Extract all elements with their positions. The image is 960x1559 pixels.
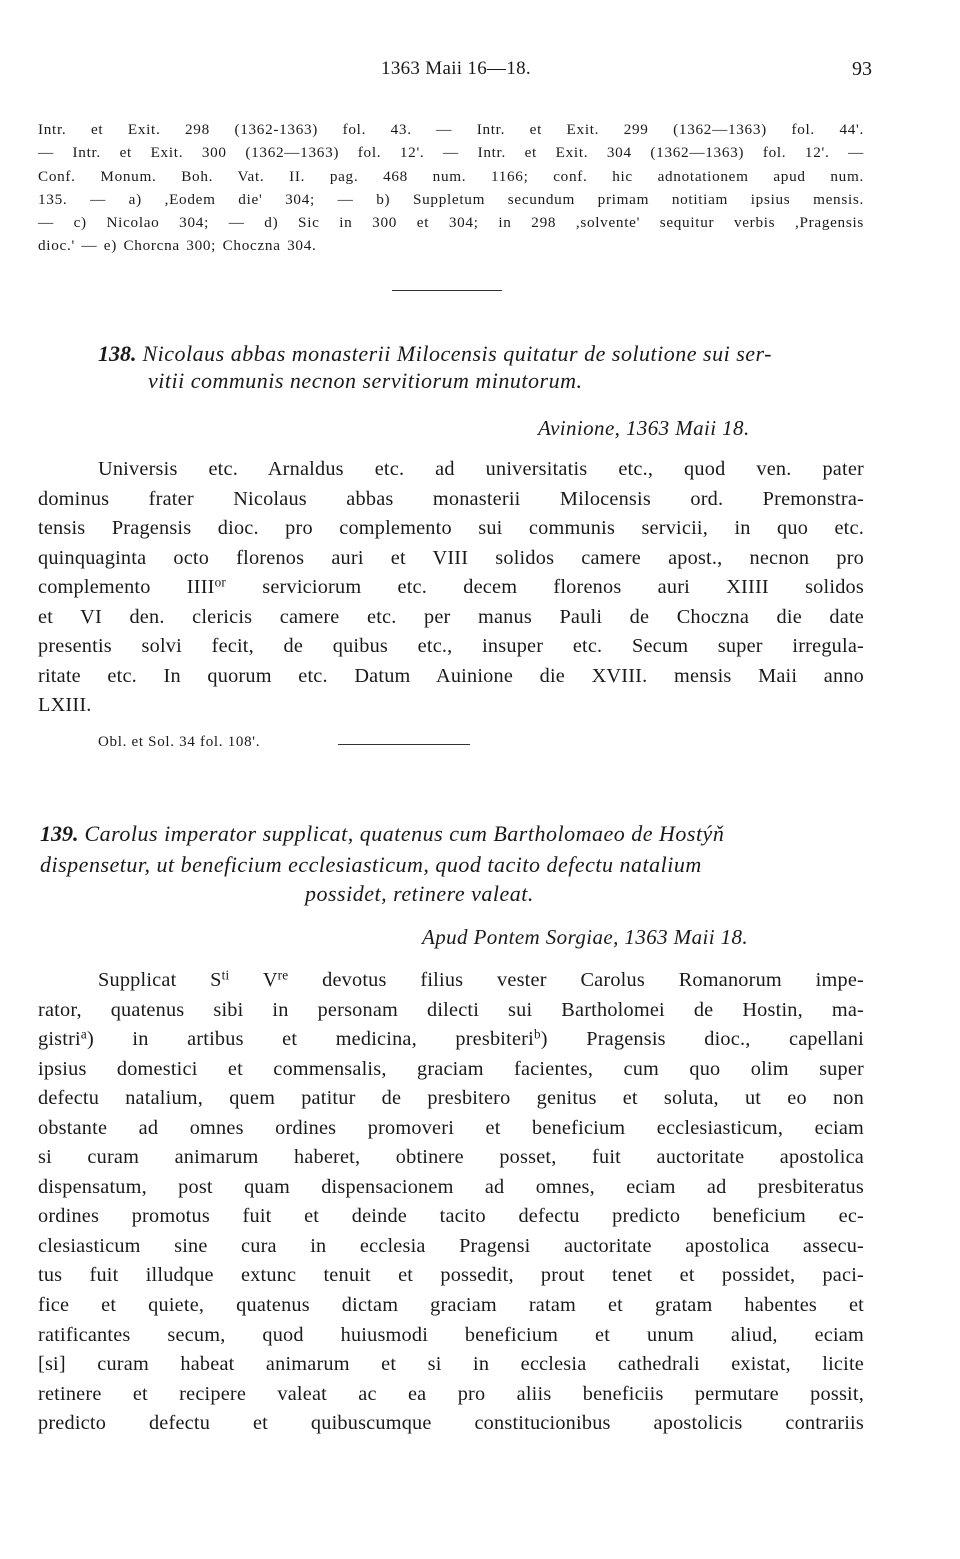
- text-line: retinere et recipere valeat ac ea pro aliis beneficiis permutare possit,: [38, 1382, 864, 1405]
- text-line: [38, 1025, 864, 1055]
- title-text: Nicolaus abbas monasterii Milocensis quitatur de solutione sui ser-: [142, 341, 772, 366]
- text-line: obstante ad omnes ordines promoveri et beneficium ecclesiasticum, eciam: [38, 1116, 864, 1139]
- text-fragment: gistri: [38, 1028, 81, 1051]
- doc-number: 139.: [40, 821, 79, 846]
- text-fragment: complemento IIII: [38, 576, 215, 599]
- text-line: dispensatum, post quam dispensacionem ad omnes, eciam ad presbiteratus: [38, 1175, 864, 1198]
- text-line: Universis etc. Arnaldus etc. ad universitatis etc., quod ven. pater: [98, 458, 864, 480]
- doc-138-text: [38, 455, 864, 721]
- doc-number: 138.: [98, 341, 137, 366]
- doc-139-title-cont: dispensetur, ut beneficium ecclesiasticum, quod tacito defectu natalium: [40, 852, 702, 877]
- doc-138-place-date: Avinione, 1363 Maii 18.: [538, 416, 750, 440]
- text-line: rator, quatenus sibi in personam dilecti sui Bartholomei de Hostin, ma-: [38, 998, 864, 1021]
- text-line: si curam animarum haberet, obtinere posset, fuit auctoritate apostolica: [38, 1146, 864, 1169]
- superscript: a: [80, 1026, 87, 1042]
- text-line: ritate etc. In quorum etc. Datum Auinione die XVIII. mensis Maii anno: [38, 664, 864, 687]
- note-line: — c) Nicolao 304; — d) Sic in 300 et 304; in 298 ,solvente' sequitur verbis ,Pragensis: [38, 214, 864, 232]
- note-line: — Intr. et Exit. 300 (1362—1363) fol. 12'. — Intr. et Exit. 304 (1362—1363) fol. 12'. —: [38, 144, 864, 162]
- superscript: b: [533, 1026, 541, 1042]
- text-fragment: devotus filius vester Carolus Romanorum impe-: [288, 969, 864, 991]
- doc-139-text: [38, 966, 864, 1439]
- note-line: Conf. Monum. Boh. Vat. II. pag. 468 num. 1166; conf. hic adnotationem apud num.: [38, 167, 864, 185]
- superscript: or: [214, 574, 227, 590]
- text-line: dominus frater Nicolaus abbas monasterii Milocensis ord. Premonstra-: [38, 487, 864, 510]
- text-line: ipsius domestici et commensalis, graciam facientes, cum quo olim super: [38, 1057, 864, 1080]
- doc-139-title: [40, 820, 724, 847]
- text-fragment: ) Pragensis dioc., capellani: [540, 1028, 864, 1051]
- doc-138-title: [98, 340, 772, 367]
- text-line: defectu natalium, quem patitur de presbitero genitus et soluta, ut eo non: [38, 1087, 864, 1110]
- separator-rule: [392, 290, 502, 291]
- text-line: tus fuit illudque extunc tenuit et possedit, prout tenet et possidet, paci-: [38, 1264, 864, 1287]
- text-line: predicto defectu et quibuscumque constitucionibus apostolicis contrariis: [38, 1412, 864, 1435]
- text-line: et VI den. clericis camere etc. per manus Pauli de Choczna die date: [38, 605, 864, 628]
- doc-138-source: Obl. et Sol. 34 fol. 108'.: [98, 734, 261, 750]
- separator-rule: [338, 744, 470, 745]
- text-fragment: serviciorum etc. decem florenos auri XIIII solidos: [262, 576, 864, 599]
- text-fragment: V: [229, 969, 278, 991]
- text-line: clesiasticum sine cura in ecclesia Pragensi auctoritate apostolica assecu-: [38, 1234, 864, 1257]
- page-number: 93: [852, 58, 872, 80]
- note-line: Intr. et Exit. 298 (1362-1363) fol. 43. — Intr. et Exit. 299 (1362—1363) fol. 44'.: [38, 121, 864, 138]
- text-fragment: Supplicat S: [98, 969, 222, 991]
- text-line: presentis solvi fecit, de quibus etc., insuper etc. Secum super irregula-: [38, 635, 864, 658]
- doc-138-title-cont: vitii communis necnon servitiorum minutorum.: [148, 368, 583, 393]
- superscript: ti: [221, 967, 230, 983]
- text-fragment: ) in artibus et medicina, presbiteri: [86, 1028, 534, 1051]
- superscript: re: [277, 967, 289, 983]
- text-line: fice et quiete, quatenus dictam graciam ratam et gratam habentes et: [38, 1294, 864, 1317]
- text-line: quinquaginta octo florenos auri et VIII solidos camere apost., necnon pro: [38, 546, 864, 569]
- note-line: 135. — a) ,Eodem die' 304; — b) Suppletum secundum primam notitiam ipsius mensis.: [38, 190, 864, 208]
- title-text: Carolus imperator supplicat, quatenus cum Bartholomaeo de Hostýň: [84, 821, 725, 846]
- text-line: tensis Pragensis dioc. pro complemento sui communis servicii, in quo etc.: [38, 517, 864, 540]
- running-title: 1363 Maii 16—18.: [381, 58, 531, 79]
- text-line: [38, 966, 864, 996]
- page-header: [40, 58, 872, 88]
- doc-139-place-date: Apud Pontem Sorgiae, 1363 Maii 18.: [422, 925, 749, 949]
- text-line: ratificantes secum, quod huiusmodi beneficium et unum aliud, eciam: [38, 1323, 864, 1346]
- text-line: [si] curam habeat animarum et si in ecclesia cathedrali existat, licite: [38, 1353, 864, 1376]
- doc-139-title-cont: possidet, retinere valeat.: [305, 881, 534, 906]
- footnotes-block: [38, 118, 864, 258]
- note-line: dioc.' — e) Chorcna 300; Choczna 304.: [38, 237, 317, 255]
- text-line: LXIII.: [38, 694, 92, 717]
- text-line: ordines promotus fuit et deinde tacito defectu predicto beneficium ec-: [38, 1205, 864, 1228]
- text-line: [38, 573, 864, 603]
